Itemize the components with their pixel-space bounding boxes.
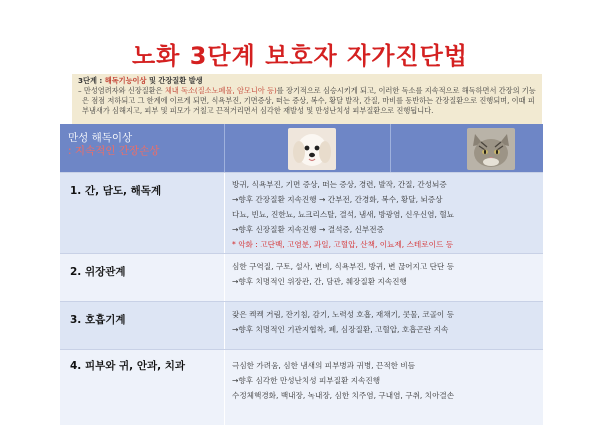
- table-row: [60, 301, 543, 349]
- row-content: [232, 307, 540, 337]
- stage-description: [78, 86, 536, 116]
- stage-description-box: [72, 74, 542, 124]
- row-line: →향후 신장질환 지속진행 → 결석증, 신부전증: [232, 225, 384, 234]
- header-line-2: : 지속적인 간장손상: [68, 145, 160, 157]
- stage-name: 해독기능이상: [104, 76, 147, 85]
- row-line: →향후 심각한 만성난치성 피부질환 지속진행: [232, 376, 381, 385]
- row-warning: * 악화 : 고단백, 고염분, 과일, 고혈압, 산책, 이뇨제, 스테로이드 등: [232, 240, 454, 249]
- row-line: →향후 간장질환 지속진행 → 간부전, 간경화, 복수, 황달, 뇌증상: [232, 195, 443, 204]
- row-content: [232, 259, 540, 289]
- row-content: [232, 177, 540, 252]
- row-content: [232, 358, 540, 403]
- row-divider: [224, 302, 225, 349]
- row-divider: [224, 254, 225, 301]
- table-row: [60, 172, 543, 253]
- row-label: 1. 간, 담도, 해독계: [70, 185, 162, 197]
- row-divider: [224, 173, 225, 253]
- header-line-1: 만성 해독이상: [68, 132, 133, 144]
- page-title: 노화 3단계 보호자 자가진단법: [132, 42, 468, 70]
- dog-icon: [288, 128, 336, 170]
- row-label: 4. 피부와 귀, 안과, 치과: [70, 360, 186, 372]
- stage-name-suffix: 및 간장질환 발생: [148, 76, 203, 85]
- row-line: 방귀, 식욕부진, 기면 증상, 떠는 증상, 경련, 발작, 간질, 간성뇌증: [232, 180, 447, 189]
- table-header: [60, 124, 543, 172]
- cat-icon: [467, 128, 515, 170]
- row-label: 3. 호흡기계: [70, 314, 126, 326]
- row-line: 수정체핵경화, 백내장, 녹내장, 심한 치주염, 구내염, 구취, 치아결손: [232, 391, 455, 400]
- row-line: 다뇨, 빈뇨, 진한뇨, 뇨크리스탈, 결석, 냄새, 방광염, 신우신염, 혈뇨: [232, 210, 455, 219]
- symptom-table: [60, 124, 543, 425]
- dog-photo: [288, 128, 336, 170]
- row-label: 2. 위장관계: [70, 266, 126, 278]
- table-row: [60, 349, 543, 425]
- stage-desc-highlight: 체내 독소(질소노폐물, 암모니아 등): [164, 86, 277, 95]
- row-divider: [224, 350, 225, 425]
- stage-desc-part-a: – 만성염려자와 신장질환은: [78, 86, 165, 95]
- row-line: →향후 치명적인 기관지협착, 폐, 심장질환, 고혈압, 호흡곤란 지속: [232, 325, 449, 334]
- row-line: →향후 치명적인 위장관, 간, 담관, 췌장질환 지속진행: [232, 277, 407, 286]
- cat-photo: [467, 128, 515, 170]
- table-header-title: [68, 132, 188, 158]
- row-line: 극심한 가려움, 심한 냄새의 피부병과 귀병, 끈적한 비듬: [232, 361, 416, 370]
- stage-number: 3단계 :: [78, 76, 103, 85]
- stage-desc-part-b: 를 장기적으로 심승시키게 되고, 이러한 독소를 지속적으로 해독하면서 간장의 기능은 점점 저하되고 그 한계에 이르게 되면, 식욕부진, 기면증상, 떠는 증상, 복수, 황달 발작, 간질, 마비를 동반하는 간장질환으로 진행되며, 이때 피부냄새가 심해지고, 피부 및 피모가 거칠고 끈적거리면서 심각한 재발성 및 만성난치성 피부질환으로 진행됩니다.: [82, 86, 536, 115]
- row-line: 잦은 켁켁 거림, 잔기침, 감기, 노력성 호흡, 재채기, 콧물, 코골이 등: [232, 310, 455, 319]
- stage-heading: [78, 76, 536, 86]
- row-line: 심한 구역질, 구토, 설사, 변비, 식욕부진, 방귀, 변 끊어지고 단단 등: [232, 262, 455, 271]
- header-divider: [390, 124, 391, 172]
- header-divider: [224, 124, 225, 172]
- table-row: [60, 253, 543, 301]
